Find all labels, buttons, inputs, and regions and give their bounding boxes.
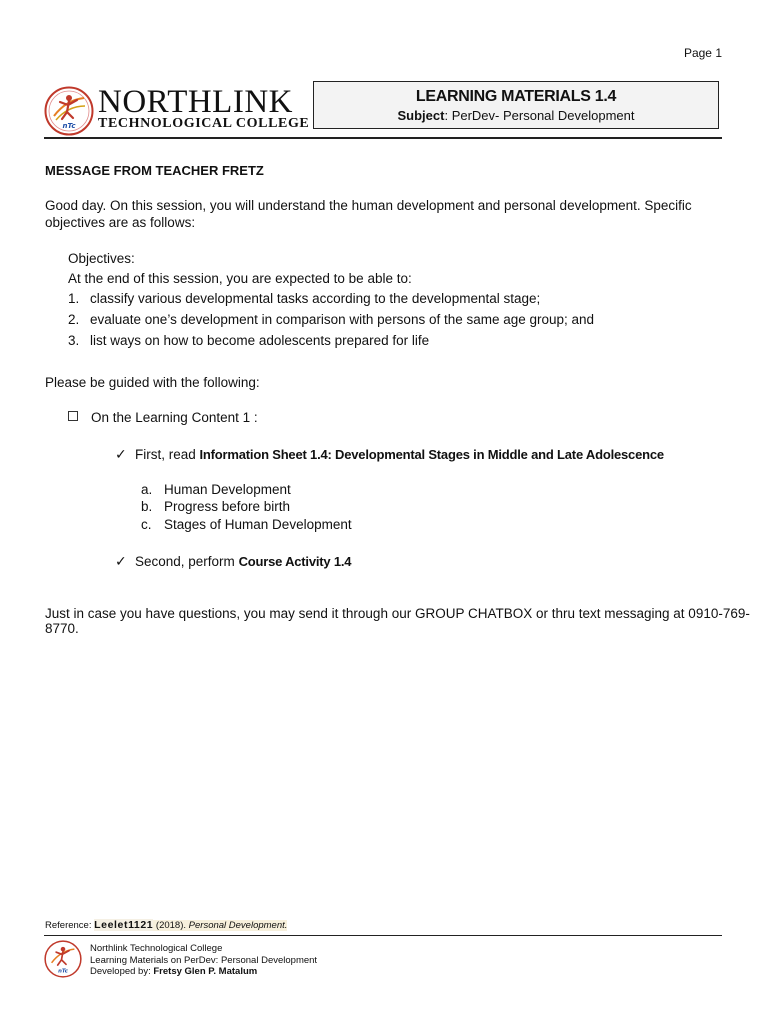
objective-text: evaluate one’s development in comparison with persons of the same age group; and (90, 312, 595, 327)
message-heading: MESSAGE FROM TEACHER FRETZ (45, 163, 264, 178)
page-number: Page 1 (683, 46, 722, 60)
learning-content-item (68, 410, 258, 425)
step-first-prefix: First, read (135, 447, 200, 462)
topic-item (141, 517, 352, 532)
checkmark-icon: ✓ (115, 446, 127, 462)
materials-title: LEARNING MATERIALS 1.4 (415, 88, 617, 105)
guided-text: Please be guided with the following: (45, 375, 260, 390)
reference-year: (2018). (153, 920, 189, 931)
checkbox-icon (68, 411, 78, 421)
step-first (115, 446, 664, 463)
reference-author: Leelet1121 (94, 919, 154, 931)
topic-text: Stages of Human Development (164, 517, 352, 532)
checkmark-icon: ✓ (115, 553, 127, 569)
closing-paragraph: Just in case you have questions, you may send it through our GROUP CHATBOX or thru text messaging at 0910-769-8770. (45, 606, 750, 636)
info-sheet-title: Information Sheet 1.4: Developmental Stages in Middle and Late Adolescence (199, 447, 664, 462)
learning-content-label: On the Learning Content 1 : (91, 410, 258, 425)
intro-paragraph: Good day. On this session, you will understand the human development and personal development. Specific objectives are as follows: (45, 198, 692, 230)
logo-text: nTc (62, 122, 76, 130)
footer-divider (44, 935, 722, 936)
reference-line (45, 919, 287, 931)
objective-item (68, 312, 594, 327)
objectives-label: Objectives: (68, 251, 135, 266)
college-name: NORTHLINK (98, 84, 293, 120)
developer-label: Developed by: (90, 966, 154, 977)
subject-value: : PerDev- Personal Development (444, 108, 635, 123)
topic-letter: c. (141, 517, 152, 532)
topic-item (141, 482, 291, 497)
subject-line (314, 108, 718, 123)
objective-item (68, 333, 429, 348)
footer-course: Learning Materials on PerDev: Personal Development (90, 955, 318, 966)
topic-letter: a. (141, 482, 153, 497)
header-divider (44, 137, 722, 139)
objective-item (68, 291, 540, 306)
footer-college: Northlink Technological College (90, 943, 223, 954)
objective-text: list ways on how to become adolescents prepared for life (90, 333, 430, 348)
step-second-prefix: Second, perform (135, 554, 239, 569)
step-second (115, 553, 351, 570)
objective-number: 1. (68, 291, 80, 306)
topic-item (141, 499, 290, 514)
subject-label: Subject (397, 108, 445, 123)
college-logo-icon (44, 86, 94, 136)
course-activity-title: Course Activity 1.4 (238, 554, 352, 569)
topic-text: Human Development (164, 482, 291, 497)
reference-label: Reference: (45, 920, 95, 931)
objective-number: 3. (68, 333, 80, 348)
objectives-lead: At the end of this session, you are expected to be able to: (68, 271, 412, 286)
developer-name: Fretsy Glen P. Matalum (153, 966, 258, 977)
objective-text: classify various developmental tasks according to the developmental stage; (90, 291, 541, 306)
materials-title-box (313, 81, 719, 129)
objective-number: 2. (68, 312, 80, 327)
footer-logo-icon (44, 940, 82, 978)
reference-title: Personal Development. (188, 920, 288, 931)
college-subtitle: TECHNOLOGICAL COLLEGE (98, 116, 310, 131)
footer-logo-text: nTc (58, 968, 68, 975)
topic-letter: b. (141, 499, 153, 514)
topic-text: Progress before birth (164, 499, 291, 514)
footer-developer (90, 966, 257, 977)
